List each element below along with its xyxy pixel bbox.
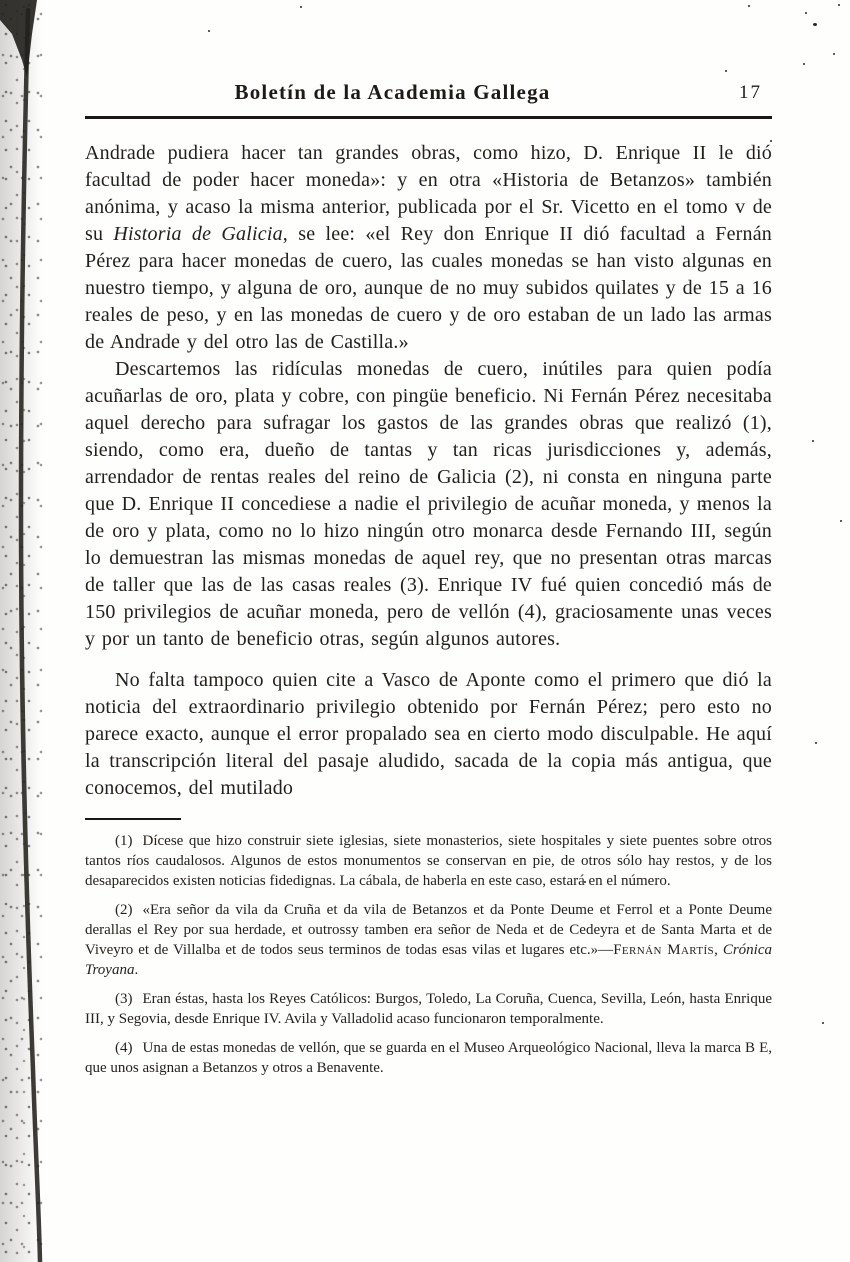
footnote-2-text: «Era señor da vila da Cruña et da vila de Betanzos et da Ponte Deume et Ferrol et a Ponte Deume derallas el Rey por sua herdade, et outrossy tamben era señor de Neda et de Cedeyra et de Santa Marta et de Viveyro et de Villalba et de todos seus terminos de todas esas vilas et lugares etc.»—: [85, 902, 772, 958]
footnote-3-marker: (3): [115, 991, 133, 1007]
footnote-2-author: Fernán Martís: [613, 942, 715, 958]
footnote-4-marker: (4): [115, 1040, 133, 1056]
header-rule: [85, 116, 772, 119]
paragraph-1: [85, 140, 772, 356]
paragraph-2: [85, 356, 772, 653]
running-head: [85, 80, 772, 110]
scan-binding-crease: [0, 0, 55, 1262]
footnote-1: [85, 831, 772, 891]
footnote-1-text: Dícese que hizo construir siete iglesias, siete monasterios, siete hospitales y siete puentes sobre otros tantos ríos caudalosos. Algunos de estos monumentos se conservan en pie, de otros sólo hay restos, y de los desaparecidos existen noticias fidedignas. La cábala, de haberla en este caso, estará en el número.: [85, 833, 772, 889]
footnote-3: [85, 989, 772, 1029]
footnote-1-marker: (1): [115, 833, 133, 849]
footnote-2-work-title: Crónica Troyana: [85, 942, 772, 978]
book-title-italic: Historia de Galicia: [113, 223, 283, 245]
paragraph-3-text: No falta tampoco quien cite a Vasco de Aponte como el primero que dió la noticia del extraordinario privilegio obtenido por Fernán Pérez; pero esto no parece exacto, aunque el error propalado sea en cierto modo disculpable. He aquí la transcripción literal del pasaje aludido, sacada de la copia más antigua, que conocemos, del mutilado: [85, 669, 772, 799]
page-number: 17: [739, 82, 762, 103]
paragraph-3: [85, 667, 772, 802]
footnote-2-marker: (2): [115, 902, 133, 918]
footnote-2: [85, 900, 772, 980]
paragraph-2-text: Descartemos las ridículas monedas de cuero, inútiles para quien podía acuñarlas de oro, plata y cobre, con pingüe beneficio. Ni Fernán Pérez necesitaba aquel derecho para sufragar los gastos de las grandes obras que realizó (1), siendo, como era, dueño de tantas y tan ricas jurisdicciones y, además, arrendador de rentas reales del reino de Galicia (2), ni consta en ninguna parte que D. Enrique II concediese a nadie el privilegio de acuñar moneda, y menos la de oro y plata, como no lo hizo ningún otro monarca desde Fernando III, según lo demuestran las mismas monedas de aquel rey, que no presentan otras marcas de taller que las de las casas reales (3). Enrique IV fué quien concedió más de 150 privilegios de acuñar moneda, pero de vellón (4), graciosamente unas veces y por un tanto de beneficio otras, según algunos autores.: [85, 358, 772, 650]
footnote-3-text: Eran éstas, hasta los Reyes Católicos: Burgos, Toledo, La Coruña, Cuenca, Sevilla, León, hasta Enrique III, y Segovia, desde Enrique IV. Avila y Valladolid acaso funcionaron temporalmente.: [85, 991, 772, 1027]
footnote-2-end: .: [134, 962, 139, 978]
paragraph-1-text-cont: , se lee: «el Rey don Enrique II dió facultad a Fernán Pérez para hacer monedas de cuero, las cuales monedas se han visto algunas en nuestro tiempo, y alguna de oro, aunque de no muy subidos quilates y de 15 a 16 reales de peso, y en las monedas de cuero y de oro estaban de un lado las armas de Andrade y del otro las de Castilla.»: [85, 223, 772, 353]
footnotes-section: [85, 831, 772, 1078]
page-column: [85, 80, 772, 1087]
footnote-2-separator: ,: [714, 942, 723, 958]
footnote-4-text: Una de estas monedas de vellón, que se guarda en el Museo Arqueológico Nacional, lleva la marca B E, que unos asignan a Betanzos y otros a Benavente.: [85, 1040, 772, 1076]
body-text: [85, 140, 772, 802]
scan-gutter-noise: [0, 0, 44, 1262]
footnote-4: [85, 1038, 772, 1078]
footnote-separator-rule: [85, 818, 181, 820]
journal-title: Boletín de la Academia Gallega: [234, 80, 551, 104]
paragraph-1-text: Andrade pudiera hacer tan grandes obras, como hizo, D. Enrique II le dió facultad de poder hacer moneda»: y en otra «Historia de Betanzos» también anónima, y acaso la misma anterior, publicada por el Sr. Vicetto en el tomo v de su: [85, 142, 772, 245]
